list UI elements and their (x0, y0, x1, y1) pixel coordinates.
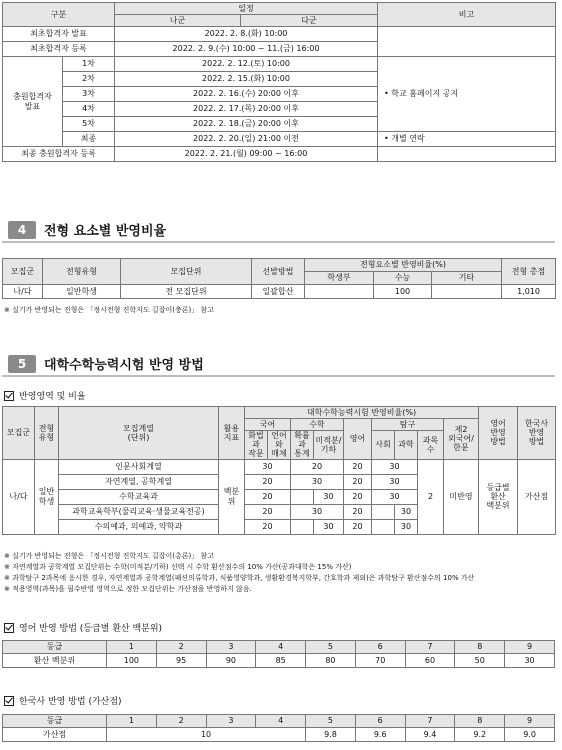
round-num: 4차 (63, 102, 115, 117)
grade: 5 (306, 641, 356, 654)
row-label: 최종 충원합격자 등록 (3, 147, 115, 162)
grade: 6 (355, 715, 405, 728)
eng-cell: 20 (344, 489, 372, 504)
value: 9.2 (455, 728, 505, 742)
t2-cell: 30 (395, 504, 418, 519)
round-date: 2022. 2. 12.(토) 10:00 (115, 57, 378, 72)
grade: 1 (107, 641, 157, 654)
grade: 5 (306, 715, 356, 728)
value: 9.8 (306, 728, 356, 742)
section-5-header (2, 352, 555, 377)
round-date: 2022. 2. 15.(화) 10:00 (115, 72, 378, 87)
round-num: 1차 (63, 57, 115, 72)
cell (305, 285, 374, 299)
english-grade-table (2, 640, 555, 668)
checkbox-icon (4, 623, 14, 633)
value: 90 (206, 654, 256, 668)
section-number: 4 (8, 221, 36, 239)
header-use: 활용 지표 (219, 407, 245, 460)
note: ※ 과학탐구 2과목에 응시한 경우, 자연계열과 공학계열(패션의류학과, 식품영양학과, 생활환경복지학부, 간호학과 제외)은 과학탐구 환산점수의 10% 가산 (4, 574, 475, 582)
note: ※ 실기가 반영되는 전형은 「정시전형 진학지도 길잡이(충론)」 참고 (4, 306, 214, 314)
cell: 전 모집단위 (121, 285, 252, 299)
header-gun: 모집군 (3, 259, 43, 285)
value: 50 (455, 654, 505, 668)
grade: 8 (455, 715, 505, 728)
header-t1: 사회 (372, 431, 395, 460)
suneung-table (2, 406, 556, 535)
row-date: 2022. 2. 21.(월) 09:00 ~ 16:00 (115, 147, 378, 162)
section-number: 5 (8, 355, 36, 373)
subheading (4, 694, 122, 707)
grade: 2 (156, 715, 206, 728)
tam-cell: 30 (372, 459, 418, 474)
value: 95 (156, 654, 206, 668)
t1-empty (372, 504, 395, 519)
cell (432, 285, 502, 299)
header-unit: 모집단위 (121, 259, 252, 285)
kor-cell: 20 (245, 489, 291, 504)
header-kor: 국어 (245, 419, 291, 431)
use-cell: 백분위 (219, 459, 245, 534)
value: 9.6 (355, 728, 405, 742)
header-eng: 영어 (344, 419, 372, 460)
cell: 100 (374, 285, 432, 299)
section-4-header (2, 218, 555, 243)
eng-cell: 20 (344, 504, 372, 519)
note: ※ 실기가 반영되는 전형은 「정시전형 진학지도 길잡이(총론)」 참고 (4, 552, 214, 560)
grade: 7 (405, 715, 455, 728)
section-title: 전형 요소별 반영비율 (44, 224, 167, 239)
round-num: 5차 (63, 117, 115, 132)
round-num: 최종 (63, 132, 115, 147)
header-unit: 모집계열 (단위) (59, 407, 219, 460)
t1-empty (372, 519, 395, 534)
kor-cell: 20 (245, 474, 291, 489)
kor-cell: 30 (245, 459, 291, 474)
tamcnt-cell: 2 (418, 459, 444, 534)
eng-cell: 20 (344, 474, 372, 489)
grade: 3 (206, 641, 256, 654)
subheading-text: 한국사 반영 방법 (가산점) (19, 697, 122, 707)
note: ※ 자연계열과 공학계열 모집단위는 수학(미적분/기하) 선택 시 수학 환산점수의 10% 가산(공과대학은 15% 가산) (4, 563, 352, 571)
round-date: 2022. 2. 20.(일) 21:00 이전 (115, 132, 378, 147)
header-m2: 미적분/ 기하 (314, 431, 344, 460)
type-cell: 일반 학생 (35, 459, 59, 534)
t2-cell: 30 (395, 519, 418, 534)
m1-empty (291, 489, 314, 504)
cell: 일반학생 (43, 285, 121, 299)
subheading (4, 389, 86, 402)
header-remark: 비고 (378, 3, 556, 27)
eng-cell: 20 (344, 519, 372, 534)
gun-cell: 나/다 (3, 459, 35, 534)
header-lang: 제2 외국어/ 한문 (444, 419, 479, 460)
math-cell: 30 (291, 474, 344, 489)
value: 80 (306, 654, 356, 668)
unit-cell: 인문사회계열 (59, 459, 219, 474)
header-gun: 모집군 (3, 407, 35, 460)
round-num: 2차 (63, 72, 115, 87)
grade: 3 (206, 715, 256, 728)
round-date: 2022. 2. 17.(목) 20:00 이후 (115, 102, 378, 117)
unit-cell: 과학교육학부(물리교육·생물교육전공) (59, 504, 219, 519)
header-dagun: 다군 (241, 15, 378, 27)
header-nagun: 나군 (115, 15, 241, 27)
math-cell: 20 (291, 459, 344, 474)
lang-cell: 미반영 (444, 459, 479, 534)
round-date: 2022. 2. 18.(금) 20:00 이후 (115, 117, 378, 132)
row-label: 최초합격자 발표 (3, 27, 115, 42)
row-label: 환산 백분위 (3, 654, 107, 668)
ratio-table (2, 258, 556, 299)
header-math: 수학 (291, 419, 344, 431)
header-ratio: 전형요소별 반영비율(%) (305, 259, 502, 272)
cell: 일괄합산 (252, 285, 305, 299)
row-label: 최초합격자 등록 (3, 42, 115, 57)
row-label: 가산점 (3, 728, 107, 742)
value: 60 (405, 654, 455, 668)
value: 85 (256, 654, 306, 668)
grade: 6 (355, 641, 405, 654)
header-hist-method: 한국사 반영 방법 (518, 407, 556, 460)
chung-label: 충원합격자 발표 (3, 57, 63, 147)
remark-homepage: • 학교 홈페이지 공지 (378, 57, 556, 132)
header-eng-method: 영어 반영 방법 (479, 407, 518, 460)
subheading (4, 621, 162, 634)
subheading-text: 영어 반영 방법 (등급별 환산 백분위) (19, 624, 163, 634)
header-hakseng: 학생부 (305, 272, 374, 285)
header-gubun: 구분 (3, 3, 115, 27)
history-table (2, 714, 555, 742)
value: 9.0 (505, 728, 555, 742)
unit-cell: 수의예과, 의예과, 약학과 (59, 519, 219, 534)
header-tam: 탐구 (372, 419, 444, 431)
eng-cell: 20 (344, 459, 372, 474)
header-m1: 확률과 통계 (291, 431, 314, 460)
header-grade: 등급 (3, 641, 107, 654)
tam-cell: 30 (372, 474, 418, 489)
checkbox-icon (4, 391, 14, 401)
schedule-table (2, 2, 556, 162)
header-t2: 과학 (395, 431, 418, 460)
subheading-text: 반영영역 및 비율 (19, 392, 86, 402)
grade: 8 (455, 641, 505, 654)
remark-individual: • 개별 연락 (378, 132, 556, 147)
grade: 9 (505, 715, 555, 728)
kor-cell: 20 (245, 504, 291, 519)
value: 30 (505, 654, 555, 668)
round-date: 2022. 2. 16.(수) 20:00 이후 (115, 87, 378, 102)
grade: 2 (156, 641, 206, 654)
m2-cell: 30 (314, 489, 344, 504)
cell: 나/다 (3, 285, 43, 299)
header-type: 전형 유형 (35, 407, 59, 460)
math-cell: 30 (291, 504, 344, 519)
round-num: 3차 (63, 87, 115, 102)
header-method: 선발방법 (252, 259, 305, 285)
value: 9.4 (405, 728, 455, 742)
m1-empty (291, 519, 314, 534)
value: 100 (107, 654, 157, 668)
header-total: 전형 총점 (502, 259, 556, 285)
engm-cell: 등급별 환산 백분위 (479, 459, 518, 534)
header-grade: 등급 (3, 715, 107, 728)
kor-cell: 20 (245, 519, 291, 534)
remark-empty (378, 147, 556, 162)
remark-empty (378, 27, 556, 57)
note: ※ 적용영역(과목)을 필수반영 영역으로 정한 모집단위는 가산점을 반영하지 않음. (4, 585, 252, 593)
header-gita: 기타 (432, 272, 502, 285)
row-date: 2022. 2. 8.(화) 10:00 (115, 27, 378, 42)
header-schedule: 일정 (115, 3, 378, 15)
header-type: 전형유형 (43, 259, 121, 285)
grade: 7 (405, 641, 455, 654)
checkbox-icon (4, 696, 14, 706)
tam-cell: 30 (372, 489, 418, 504)
header-k1: 화법과 작문 (245, 431, 268, 460)
value: 70 (355, 654, 405, 668)
grade: 9 (505, 641, 555, 654)
unit-cell: 수학교육과 (59, 489, 219, 504)
grade: 1 (107, 715, 157, 728)
grade: 4 (256, 715, 306, 728)
row-date: 2022. 2. 9.(수) 10:00 ~ 11.(금) 16:00 (115, 42, 378, 57)
header-suneung: 수능 (374, 272, 432, 285)
grade: 4 (256, 641, 306, 654)
header-k2: 언어와 매체 (268, 431, 291, 460)
section-title: 대학수학능력시험 반영 방법 (44, 358, 204, 373)
unit-cell: 자연계열, 공학계열 (59, 474, 219, 489)
header-t3: 과목수 (418, 431, 444, 460)
value-merged: 10 (107, 728, 306, 742)
cell: 1,010 (502, 285, 556, 299)
m2-cell: 30 (314, 519, 344, 534)
hist-cell: 가산점 (518, 459, 556, 534)
header-ratio: 대학수학능력시험 반영비율(%) (245, 407, 479, 419)
